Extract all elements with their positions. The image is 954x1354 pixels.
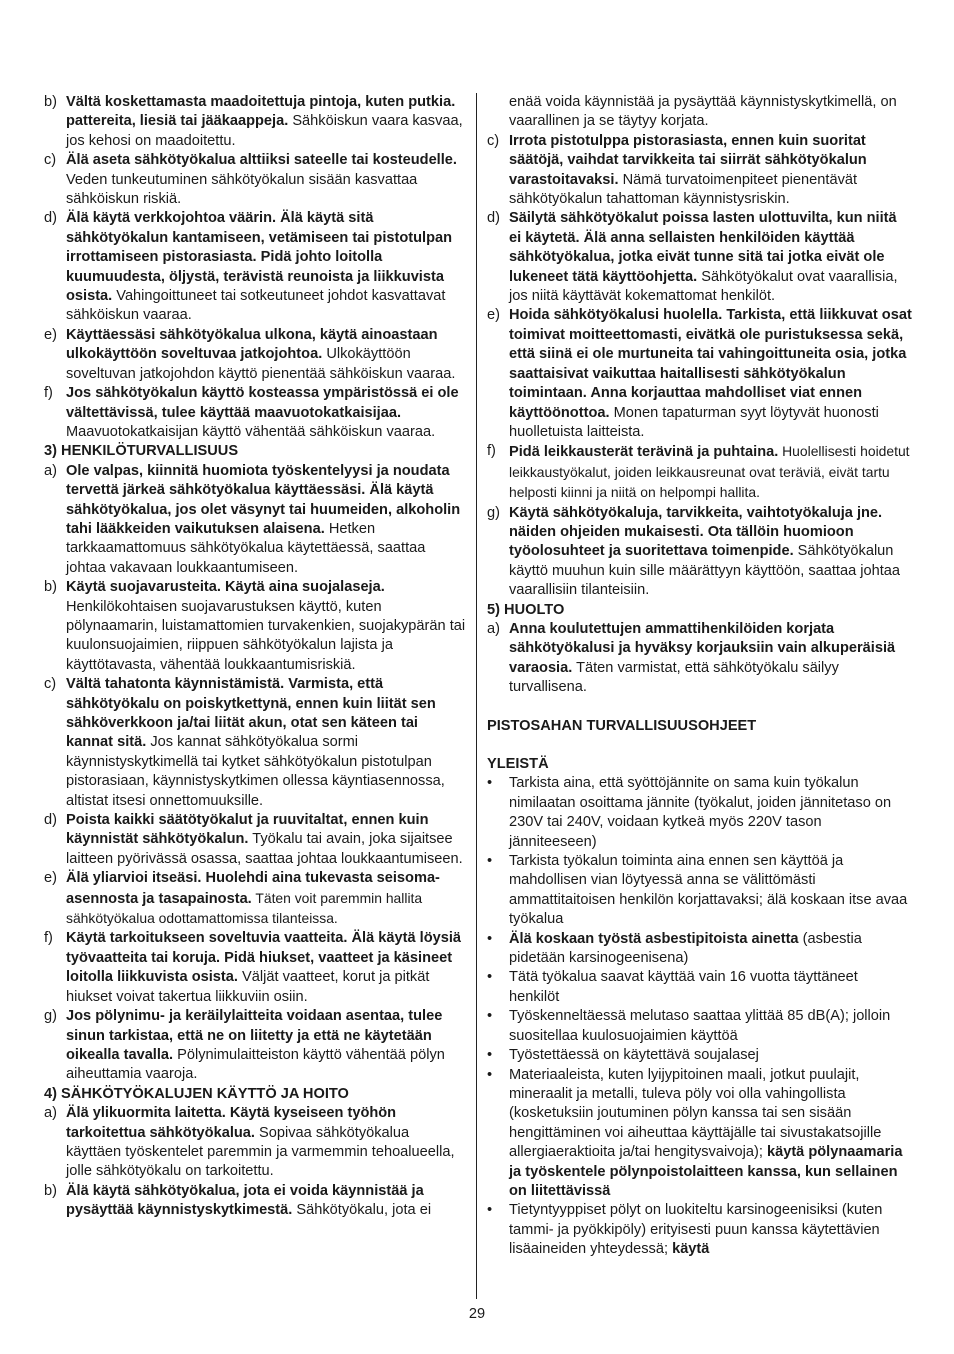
bullet-glyph: • xyxy=(487,930,493,947)
item-text: Nämä turvatoimenpiteet pienentävät sähkötyökalun tahattoman käynnistysriskin. xyxy=(509,171,858,208)
list-item xyxy=(487,504,912,601)
item-text: Sähkötyökalu, jota ei xyxy=(292,1202,432,1219)
list-item xyxy=(487,442,912,503)
item-marker: g) xyxy=(487,504,500,521)
list-item xyxy=(44,326,466,384)
item-marker: d) xyxy=(44,210,57,227)
item-marker: c) xyxy=(44,676,57,693)
item-text: Jos kannat sähkötyökalua sormi käynnistyskytkimellä tai kytket sähkötyökalun pistotulpan pistorasiaan, käynnistyskytkimen ollessa käyntiasennossa, altistat itsesi onnettomuuksille. xyxy=(66,734,445,809)
list-item xyxy=(487,620,912,698)
bullet-glyph: • xyxy=(487,1202,493,1219)
item-marker: b) xyxy=(44,579,57,596)
list-item xyxy=(44,811,466,869)
item-text: Monen tapaturman syyt löytyvät huonosti huolletuista laitteista. xyxy=(509,404,879,440)
left-column xyxy=(44,93,466,1221)
bullet-item xyxy=(487,1046,912,1065)
list-item xyxy=(44,384,466,442)
right-item-list xyxy=(487,132,912,601)
item-marker: e) xyxy=(44,870,57,887)
bullet-item xyxy=(487,1201,912,1259)
item-bold-text: Vältä tahatonta käynnistämistä. Varmista, että sähkötyökalu on poiskytkettynä, ennen kuin liität sen sähköverkkoon ja/tai liität akun, otat sen käteen tai kannat sitä. xyxy=(66,676,436,751)
list-item xyxy=(44,1104,466,1182)
section-4-heading: 4) SÄHKÖTYÖKALUJEN KÄYTTÖ JA HOITO xyxy=(44,1085,349,1102)
bullet-glyph: • xyxy=(487,969,493,986)
bullet-item xyxy=(487,968,912,1007)
bullet-item xyxy=(487,1066,912,1202)
list-item xyxy=(44,151,466,209)
list-item xyxy=(487,306,912,442)
section-4-list xyxy=(44,1104,466,1220)
item-text: Väljät vaatteet, korut ja pitkät hiukset voivat takertua liikkuviin osiin. xyxy=(66,969,430,1005)
bullet-item xyxy=(487,774,912,852)
item-bold-text: Ole valpas, kiinnitä huomiota työskentelyysi ja noudata tervettä järkeä sähkötyökalua käyttäessäsi. Älä käytä sähkötyökalua, jos olet väsynyt tai huumeiden, alkoholin tahi lääkkeiden vaikutuksen alaisena. xyxy=(66,462,461,537)
continuation-text: enää voida käynnistää ja pysäyttää käynnistyskytkimellä, on vaarallinen ja se täytyy korjata. xyxy=(509,94,897,130)
bullet-text-tail: (asbestia pidetään karsinogeenisena) xyxy=(509,930,862,967)
item-text: Työkalu tai avain, joka sijaitsee laitteen pyörivässä osassa, saattaa johtaa loukkaantumiseen. xyxy=(66,831,463,867)
item-text: Ulkokäyttöön soveltuvan jatkojohdon käyttö pienentää sähköiskun vaaraa. xyxy=(66,346,456,382)
item-text: Täten voit paremmin hallita sähkötyökalua odottamattomissa tilanteissa. xyxy=(66,889,423,927)
item-bold-text: Jos sähkötyökalun käyttö kosteassa ympäristössä ei ole vältettävissä, tulee käyttää maavuotokatkaisijaa. xyxy=(66,385,459,421)
item-marker: a) xyxy=(44,462,57,479)
item-marker: c) xyxy=(487,132,500,149)
item-marker: e) xyxy=(487,307,500,324)
item-bold-text: Käyttäessäsi sähkötyökalua ulkona, käytä ainoastaan ulkokäyttöön soveltuvaa jatkojohtoa. xyxy=(66,326,438,363)
item-text: Henkilökohtaisen suojavarustuksen käyttö, kuten pölynaamarin, luistamattomien turvakenkien, suojakypärän tai kuulonsuojaimien, riippuen sähkötyökalun lajista ja käyttötavasta, vähentää loukkaantumisriskiä. xyxy=(66,598,466,673)
bullet-text: Työskenneltäessä melutaso saattaa ylittää 85 dB(A); jolloin suositellaa kuulosuojaimien käyttöä xyxy=(509,1008,891,1044)
list-item xyxy=(44,93,466,151)
section-5-heading: 5) HUOLTO xyxy=(487,601,565,618)
page-number: 29 xyxy=(468,1306,486,1322)
left-item-list xyxy=(44,93,466,442)
item-bold-text: Pidä leikkausterät terävinä ja puhtaina. xyxy=(509,444,779,461)
item-text: Täten varmistat, että sähkötyökalu säilyy turvallisena. xyxy=(509,659,839,696)
bullet-glyph: • xyxy=(487,1047,493,1064)
item-marker: b) xyxy=(44,94,57,110)
list-item xyxy=(44,929,466,1007)
list-item xyxy=(44,209,466,325)
general-bullet-list xyxy=(487,774,912,1259)
bullet-text: Tarkista työkalun toiminta aina ennen sen käyttöä ja mahdollisen vian löytyessä anna se välittömästi ammattitaitoisen henkilön korjattavaksi; älä koskaan itse avaa työkalua xyxy=(509,853,908,928)
bullet-glyph: • xyxy=(487,775,493,792)
item-text: Sähkötyökalut ovat vaarallisia, jos niitä käyttävät kokemattomat henkilöt. xyxy=(509,268,898,305)
bullet-glyph: • xyxy=(487,1066,493,1083)
bullet-text: Materiaaleista, kuten lyijypitoinen maali, jotkut puulajit, mineraalit ja metalli, tuleva pöly voi olla vahingollista (kosketuksiin joutuminen pölyn kanssa tai sen sisään hengittäminen voi aiheuttaa käyttäjälle tai sivustakatsojille allergiaeraktioita ja/tai hengitysvaivoja); xyxy=(509,1066,882,1161)
section-5-list xyxy=(487,620,912,698)
bullet-text: Tätä työkalua saavat käyttää vain 16 vuotta täyttäneet henkilöt xyxy=(509,969,858,1005)
list-item xyxy=(487,132,912,210)
item-bold-text: Älä käytä sähkötyökalua, jota ei voida käynnistää ja pysäyttää käynnistyskytkimestä. xyxy=(66,1182,424,1219)
right-column xyxy=(487,93,912,1260)
bullet-glyph: • xyxy=(487,1008,493,1025)
item-bold-text: Älä ylikuormita laitetta. Käytä kyseiseen työhön tarkoitettua sähkötyökalua. xyxy=(66,1105,397,1141)
item-bold-text: Älä yliarvioi itseäsi. Huolehdi aina tukevasta seisoma-asennosta ja tasapainosta. xyxy=(66,870,440,907)
item-text: Pölynimulaitteiston käyttö vähentää pölyn aiheuttamia vaaroja. xyxy=(66,1046,445,1083)
bullet-text: Tietyntyyppiset pölyt on luokiteltu karsinogeenisiksi (kuten tammi- ja pyökkipöly) erityisesti puun kanssa käytettävien lisäaineiden yhteydessä; xyxy=(509,1202,883,1258)
item-bold-text: Vältä koskettamasta maadoitettuja pintoja, kuten putkia. pattereita, liesiä tai jääkaappeja. xyxy=(66,94,456,130)
item-marker: e) xyxy=(44,326,57,343)
list-item xyxy=(44,675,466,811)
item-text: Maavuotokatkaisijan käyttö vähentää sähköiskun vaaraa. xyxy=(66,423,436,440)
bullet-bold-text: Älä koskaan työstä asbestipitoista ainetta xyxy=(509,930,799,947)
column-divider xyxy=(476,93,477,1299)
item-bold-text: Käytä tarkoitukseen soveltuvia vaatteita. Älä käytä löysiä työvaatteita tai koruja. Pidä hiukset, vaatteet ja käsineet loitolla liikkuvista osista. xyxy=(66,930,462,986)
item-bold-text: Jos pölynimu- ja keräilylaitteita voidaan asentaa, tulee sinun tarkistaa, että ne on liitetty ja että ne käytetään oikealla tavalla. xyxy=(66,1008,443,1063)
item-bold-text: Hoida sähkötyökalusi huolella. Tarkista, että liikkuvat osat toimivat moitteettomasti, eivätkä ole puristuksessa sekä, että siinä ei ole murtuneita tai vahingoittuneita osia, jotka saattaisivat vaikuttaa haitallisesti sähkötyökalun toimintaan. Anna korjauttaa mahdolliset viat ennen käyttöönottoa. xyxy=(509,307,912,421)
item-bold-text: Käytä sähkötyökaluja, tarvikkeita, vaihtotyökaluja jne. näiden ohjeiden mukaisesti. Ota tällöin huomioon työolosuhteet ja suoritettava toimenpide. xyxy=(509,504,883,560)
bullet-text: Tarkista aina, että syöttöjännite on sama kuin työkalun nimilaatan osoittama jännite (työkalut, joiden jännitetaso on 230V tai 240V, voidaan kytkeä myös 220V tason jänniteeseen) xyxy=(509,775,892,850)
item-bold-text: Anna koulutettujen ammattihenkilöiden korjata sähkötyökalusi ja hyväksy korjauksiin vain alkuperäisiä varaosia. xyxy=(509,620,896,676)
list-item xyxy=(44,869,466,929)
item-bold-text: Älä aseta sähkötyökalua alttiiksi sateelle tai kosteudelle. xyxy=(66,152,457,169)
item-marker: f) xyxy=(44,930,53,947)
list-item xyxy=(44,462,466,578)
item-marker: d) xyxy=(44,812,57,829)
bullet-glyph: • xyxy=(487,853,493,870)
list-item xyxy=(487,209,912,306)
item-bold-text: Käytä suojavarusteita. Käytä aina suojalaseja. xyxy=(66,579,385,596)
bullet-item xyxy=(487,1007,912,1046)
item-marker: b) xyxy=(44,1182,57,1199)
bullet-item xyxy=(487,930,912,969)
bullet-bold-text: käytä pölynaamaria ja työskentele pölynpoistolaitteen kanssa, kun sellainen on liitettävissä xyxy=(509,1144,903,1199)
item-marker: a) xyxy=(487,620,500,637)
item-text: Veden tunkeutuminen sähkötyökalun sisään kasvattaa sähköiskun riskiä. xyxy=(66,171,418,208)
item-marker: f) xyxy=(44,385,53,402)
item-bold-text: Älä käytä verkkojohtoa väärin. Älä käytä sitä sähkötyökalun kantamiseen, vetämiseen tai pistotulpan irrottamiseen pistorasiasta. Pidä johto loitolla kuumuudesta, öljystä, terävistä reunoista ja liikkuvista osista. xyxy=(66,210,453,305)
list-item xyxy=(44,578,466,675)
list-item xyxy=(44,1007,466,1085)
bullet-item xyxy=(487,852,912,930)
list-item xyxy=(44,1182,466,1221)
item-text: Sähkötyökalun käyttö muuhun kuin sille määrättyyn käyttöön, saattaa johtaa vaarallisiin tilanteisiin. xyxy=(509,543,901,599)
item-text: Huolellisesti hoidetut leikkaustyökalut, joiden leikkausreunat ovat teräviä, eivät tartu helposti kiinni ja niitä on helpompi hallita. xyxy=(509,443,910,501)
item-bold-text: Säilytä sähkötyökalut poissa lasten ulottuvilta, kun niitä ei käytetä. Älä anna sellaisten henkilöiden käyttää sähkötyökalua, jotka eivät tunne sitä tai jotka eivät ole lukeneet tätä käyttöohjetta. xyxy=(509,210,897,285)
section-3-heading: 3) HENKILÖTURVALLISUUS xyxy=(44,443,239,460)
item-text: Hetken tarkkaamattomuus sähkötyökalua käytettäessä, saattaa johtaa vakavaan loukkaantumiseen. xyxy=(66,520,426,576)
item-marker: f) xyxy=(487,443,496,460)
general-heading: YLEISTÄ xyxy=(487,756,549,772)
item-marker: c) xyxy=(44,152,57,169)
bullet-text: Työstettäessä on käytettävä soujalasej xyxy=(509,1047,759,1064)
item-marker: a) xyxy=(44,1105,57,1122)
section-3-list xyxy=(44,462,466,1085)
saw-safety-heading: PISTOSAHAN TURVALLISUUSOHJEET xyxy=(487,717,757,734)
continuation-paragraph xyxy=(487,93,912,132)
item-marker: d) xyxy=(487,210,500,227)
item-bold-text: Poista kaikki säätötyökalut ja ruuvitaltat, ennen kuin käynnistät sähkötyökalun. xyxy=(66,812,429,848)
item-text: Sopivaa sähkötyökalua käyttäen työskentelet paremmin ja varmemmin tehoalueella, jolle sähkötyökalu on tarkoitettu. xyxy=(66,1124,455,1180)
item-text: Vahingoittuneet tai sotkeutuneet johdot kasvattavat sähköiskun vaaraa. xyxy=(66,288,446,324)
item-bold-text: Irrota pistotulppa pistorasiasta, ennen kuin suoritat säätöjä, vaihdat tarvikkeita tai siirrät sähkötyökalun varastoitavaksi. xyxy=(509,132,867,188)
bullet-bold-text: käytä xyxy=(672,1241,710,1258)
item-marker: g) xyxy=(44,1008,57,1025)
item-text: Sähköiskun vaara kasvaa, jos kehosi on maadoitettu. xyxy=(66,113,463,149)
